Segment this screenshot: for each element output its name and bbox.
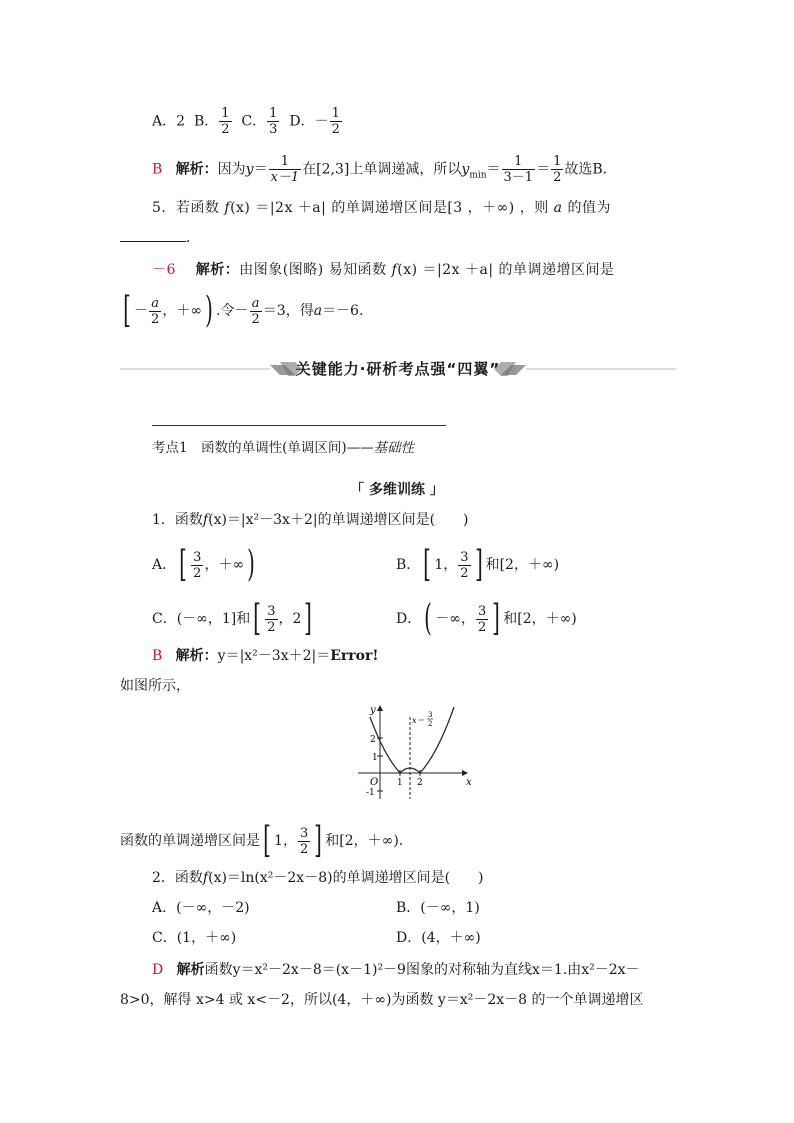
q5-a: a (553, 200, 563, 216)
q4-frac3: $\frac{1}{2}$ (553, 154, 562, 185)
p1-stem-text: 1．函数 (152, 512, 203, 528)
graph-y-tick-2: 2 (370, 735, 376, 745)
q5-analysis-text-d: ＝3，得 (262, 303, 314, 319)
q5-stem (152, 198, 611, 218)
p2-fx: f (202, 870, 209, 886)
graph-origin: O (370, 777, 379, 788)
p2-analysis-line1 (152, 960, 640, 980)
graph-asym-den: 2 (428, 720, 433, 728)
p1-option-b[interactable]: B．[ 1， $\frac{3}{2}$ ] 和[2，＋∞) (396, 544, 560, 585)
q5-analysis-line1 (152, 260, 615, 280)
q4-ymin: y (461, 161, 470, 178)
q5-interval-frac: $\frac{a}{2}$ (151, 295, 160, 327)
q5-period: ． (186, 230, 200, 246)
q4-analysis-text-b: 在[2,3]上单调递减，所以 (302, 161, 462, 178)
p2-option-a[interactable]: A．(－∞，－2) (152, 900, 250, 916)
section-banner (120, 356, 676, 382)
p1-option-a[interactable]: A．[ $\frac{3}{2}$ ，＋∞) (152, 544, 256, 585)
p1-analysis-text: y＝|x²－3x＋2|＝ (217, 648, 331, 664)
p1-option-c[interactable]: C．(－∞，1]和[ $\frac{3}{2}$ ，2] (152, 598, 313, 639)
q5-analysis-a: a (313, 303, 323, 319)
p1-option-d[interactable]: D．( －∞， $\frac{3}{2}$ ] 和[2，＋∞) (396, 598, 577, 639)
p2-stem (152, 868, 484, 888)
q5-fx: f (224, 200, 231, 216)
q5-text-2: (x) ＝|2x ＋a| 的单调递增区间是[3 ，＋∞) ，则 (230, 200, 549, 216)
p1-analysis (152, 646, 379, 666)
q4-option-b-frac: $\frac{1}{2}$ (221, 106, 230, 137)
q4-option-b: B． (193, 113, 219, 130)
kaodian-title (152, 438, 414, 458)
p2-option-d[interactable]: D．(4，＋∞) (396, 930, 481, 946)
q4-option-d-sign: － (314, 113, 329, 130)
p2-analysis-text-a: 函数y＝x²－2x－8＝(x－1)²－9图象的对称轴为直线x＝1.由x²－2x－ (204, 962, 640, 978)
q4-option-d-frac: $\frac{1}{2}$ (331, 106, 340, 137)
q5-text-3: 的值为 (567, 200, 611, 216)
q5-blank-line (120, 227, 200, 248)
p1-function-graph (358, 703, 478, 803)
q4-answer: B (152, 161, 163, 178)
q5-analysis-text-b: (x) ＝|2x ＋a| 的单调递增区间是 (397, 262, 615, 278)
p1-analysis-label: 解析： (175, 648, 218, 664)
q4-frac1: $\frac{1}{x-1}$ (270, 154, 300, 185)
q5-interval-rest: ，＋∞ (162, 303, 202, 319)
p2-option-c[interactable]: C．(1，＋∞) (152, 930, 237, 946)
section-divider (152, 425, 446, 426)
q5-right-paren: ) (205, 290, 213, 331)
subheading-duowei: 「 多维训练 」 (350, 482, 444, 498)
kaodian-tag: 基础性 (373, 440, 415, 456)
graph-x-tick-1: 1 (397, 778, 403, 788)
p2-option-b[interactable]: B．(－∞，1) (396, 900, 480, 916)
p1-rushi: 如图所示， (120, 678, 190, 694)
p1-stem (152, 510, 469, 530)
p1-stem-text-2: (x)＝|x²－3x＋2|的单调递增区间是( ) (208, 512, 469, 528)
p1-fx: f (202, 512, 209, 528)
graph-x-label: x (466, 777, 472, 788)
q4-analysis-y: y (245, 161, 254, 178)
graph-y-tick-1: 1 (372, 753, 378, 763)
q5-analysis-frac: $\frac{a}{2}$ (251, 295, 260, 327)
p2-stem-text: 2．函数 (152, 870, 203, 886)
q5-analysis-label: 解析： (195, 262, 240, 278)
q4-option-d: D． (289, 113, 315, 130)
q5-answer-blank (120, 227, 186, 242)
q5-analysis-text-a: 由图象(图略) 易知函数 (239, 262, 387, 278)
p1-analysis-error: Error! (330, 648, 379, 664)
p1-conclusion: 函数的单调递增区间是[ 1， $\frac{3}{2}$ ] 和[2，＋∞). (120, 820, 404, 861)
q4-analysis-eq: ＝ (253, 161, 268, 178)
p2-analysis-line2: 8>0，解得 x>4 或 x<－2，所以(4，＋∞)为函数 y＝x²－2x－8 的一个单调递增区 (120, 992, 644, 1008)
q5-analysis-text-e: ＝－6. (322, 303, 364, 319)
p2-analysis-label: 解析 (176, 962, 205, 978)
graph-y-tick-minus1: -1 (366, 788, 375, 798)
kaodian-text: 考点1 函数的单调性(单调区间)—— (152, 440, 374, 456)
q4-frac2: $\frac{1}{3-1}$ (503, 154, 534, 185)
q5-analysis-fx: f (391, 262, 398, 278)
q5-text-1: 5．若函数 (152, 200, 220, 216)
p2-answer: D (152, 962, 164, 978)
q4-option-c-frac: $\frac{1}{3}$ (269, 106, 278, 137)
q5-interval-sign: － (134, 303, 149, 319)
p1-answer: B (152, 648, 163, 664)
graph-asym-num: 3 (428, 711, 433, 719)
q5-analysis-line2 (120, 290, 364, 331)
q5-left-bracket: [ (123, 290, 131, 331)
graph-asym-label: x＝ (412, 716, 425, 725)
q5-analysis-text-c: .令－ (216, 303, 249, 319)
q4-eq2: ＝ (486, 161, 501, 178)
graph-y-label: y (370, 705, 376, 716)
q4-analysis: B 解析：因为y＝ $\frac{1}{x-1}$ 在[2,3]上单调递减，所以$y_{min}=$ $\frac{1}{3-1}$ ＝ $\frac{1}{2}$ 故选B． (152, 154, 617, 185)
banner-title: 关键能力·研析考点强“四翼” (295, 360, 501, 378)
graph-x-tick-2: 2 (417, 778, 423, 788)
q4-analysis-text-c: 故选B． (564, 161, 617, 178)
q5-answer: －6 (152, 262, 176, 278)
q4-ymin-sub: min (469, 170, 487, 181)
p1-conclusion-text: 函数的单调递增区间是 (120, 833, 260, 849)
p1-conclusion-rest: 和[2，＋∞). (325, 833, 404, 849)
q4-analysis-label: 解析： (175, 161, 218, 178)
p2-stem-text-2: (x)＝ln(x²－2x－8)的单调递增区间是( ) (208, 870, 484, 886)
q4-analysis-text-a: 因为 (217, 161, 246, 178)
q4-options (152, 106, 343, 137)
q4-option-a: A．2 (152, 113, 186, 130)
q4-option-c: C． (241, 113, 267, 130)
